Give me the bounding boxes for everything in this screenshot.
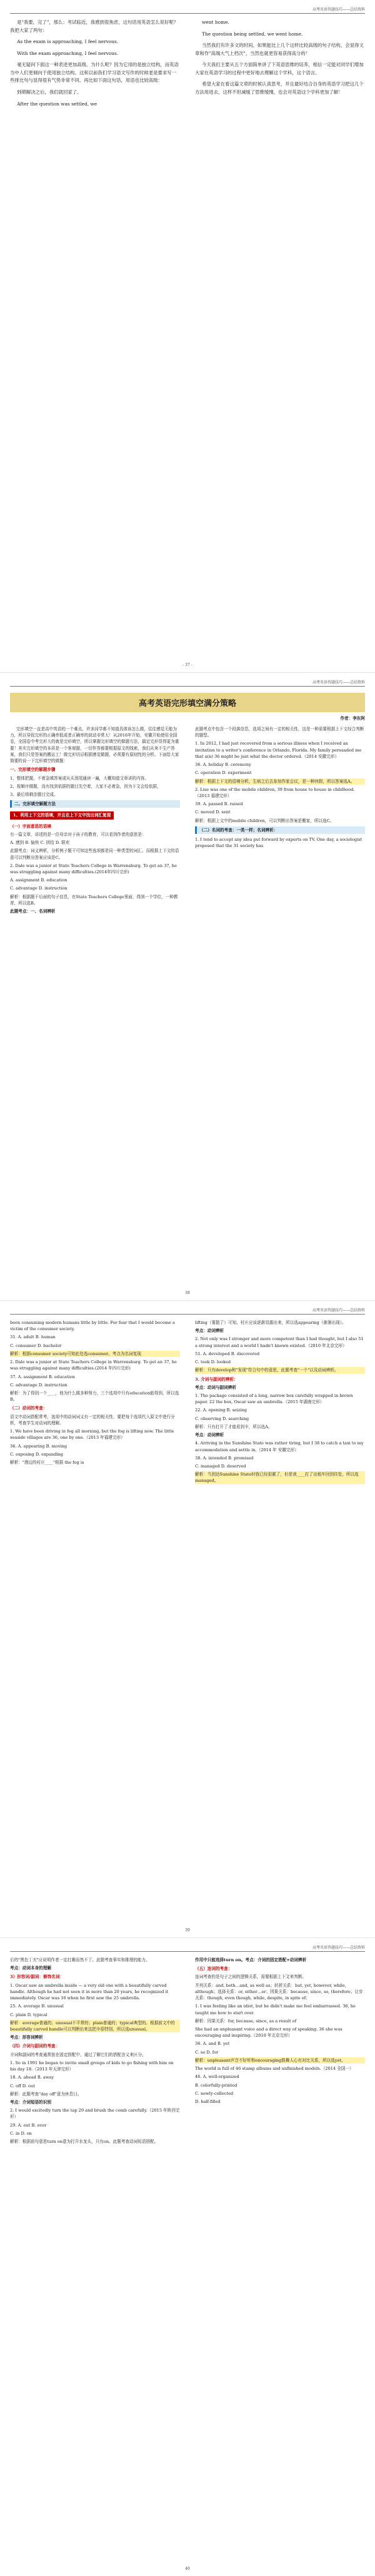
- paragraph: went home.: [202, 19, 229, 25]
- example-options: C. advantage D. instruction: [10, 886, 68, 891]
- options: C. in D. on: [10, 2130, 32, 2136]
- analysis: 解析：只有develop和"发现"符合句中的意思，此题考查"一个"以及动词辨析。: [195, 1367, 365, 1373]
- options: 36. A. holiday B. ceremony: [195, 762, 251, 768]
- page-number: 38: [185, 1291, 190, 1295]
- options: C. took D. looked: [195, 1359, 231, 1365]
- paragraph: The world is full of 46 stamp albums and unfinished models.（2014 全国一）: [195, 2066, 354, 2072]
- options: B. colorfully-printed: [195, 2082, 238, 2088]
- paragraph: been consuming modern humans little by little. For fear that I would become a victim of the consumer society.: [10, 1320, 175, 1332]
- sub-heading: （二）动词的考查：: [10, 1406, 48, 1411]
- method-tag: 1、利用上下文的语境，并且在上下文中找出词汇复现: [10, 811, 114, 819]
- left-column: [10, 1957, 180, 2147]
- page-1: [0, 0, 375, 673]
- analysis: 解析："渔边的村庄____"根据 the fog is: [10, 1459, 84, 1465]
- analysis: 解析：当到达Sunshine State时我已经很累了，但是我____打了出租车回到住处，所以选managed。: [195, 1471, 365, 1484]
- section-bar: （二）名词的考查：一类一样；名词辨析：: [195, 826, 365, 834]
- page-number: 39: [185, 1928, 190, 1932]
- analysis: 解析：因果关系：for, because, since, as a result of: [195, 2018, 297, 2024]
- right-column: [195, 19, 365, 112]
- paragraph: 连词考查的是句子之间的逻辑关系，需要根据上下文来判断。: [195, 1974, 307, 1980]
- options: 29. A. out B. over: [10, 2122, 47, 2128]
- options: C. so D. for: [195, 2049, 219, 2055]
- author-line: 作者：李东阿: [340, 716, 365, 721]
- sub-heading: （一）字面意思的语境: [10, 823, 51, 829]
- sub-heading: （四）介词与副词的考查：: [10, 2044, 60, 2049]
- analysis: 解析：根据前句意思turn on意为打开水龙头，只有on。此题考查动词短语搭配。: [10, 2139, 159, 2145]
- example-point: 此题考点：一、名词辨析: [10, 909, 56, 914]
- options: 31. A. adult B. human: [10, 1335, 56, 1340]
- paragraph: 1. In 2012, I had just recovered from a serious illness when I received an invitation to a writer's conference in Orlando, Florida. My family persuaded me that a(n) 36 might be just what the doctor ordered.（2014 安徽完形）: [195, 741, 362, 759]
- paragraph: 2. Dale was a junior at State Teachers College in Warrensburg. To get an 37, he was struggling against many difficulties.(2014 年四川完形): [10, 1359, 177, 1371]
- page-number: 40: [185, 2567, 190, 2571]
- step-item: 1、整体把握，不着急填答案或从头到尾通读一遍，大概知道文章讲的内容。: [10, 775, 149, 781]
- paragraph: 并列关系：and, both…and, as well as；转折关系：but, yet, however, while, although；选择关系：or, either…or；因果关系：because, since, so, therefore；让步关系：though, even though, while, despite, in spite of；: [195, 1982, 363, 2001]
- paragraph: 希望大家在看这篇文章的时候认真思考，并且最好结合自身的英语学习把这几个方法用进去，这样不但减缓了思维缓慢，也会对英语这个学科更加了解！: [195, 81, 364, 95]
- options: C. moved D. sent: [195, 810, 231, 815]
- paragraph: 2. I would excitedly turn the tap 29 and brush the comb carefully.（2015 年陕西完形）: [10, 2108, 180, 2120]
- paragraph: 语文中动词搭配常考，选项中的动词词义有一定的相关性，要把每个选项代入原文中进行分析，考查学生对动词的理解。: [10, 1414, 175, 1426]
- paragraph: 2. Lise was one of the mobile children, 39 from house to house in childhood.（2013 福建完形）: [195, 786, 355, 798]
- paragraph: 当然我们有许多文的时间。如果能比上几个这样比较高级的句子结构，会显得文章和作"高端大气上档次"，当然也就更容易获得高分的！: [195, 42, 364, 56]
- options: 18. A. ahead B. away: [10, 2075, 54, 2080]
- options: C. consumer D. bachelor: [10, 1343, 62, 1348]
- paragraph: 2. Not only was I stronger and more competent than I had thought, but I also 51 a strong interest and a world I hadn't known existed.（2010 年北京完形）: [195, 1336, 364, 1348]
- options: 36. A. and B. yet: [195, 2041, 230, 2047]
- paragraph: 到期解决之后，我们就回家了。: [17, 89, 82, 95]
- example-options: A. 感到 B. 愉快 C. 团结 D. 联欢: [10, 840, 70, 846]
- paragraph: As the exam is approaching, I feel nervous.: [17, 39, 119, 45]
- right-column: [195, 1957, 365, 2147]
- analysis: 解析：average普通的；unusual不平常的；plain普通的；typical典型的。根据前文中的 beautifully carved handle可以判断出来这把伞很特别，所以选unusual。: [10, 2020, 180, 2032]
- page-4: [0, 1938, 375, 2576]
- sub-heading: 3）形容词/副词：修饰名词：: [10, 1974, 64, 1980]
- options: C. plain D. typical: [10, 2012, 48, 2017]
- example-options: A. assignment B. education: [10, 878, 68, 883]
- point: 考点：动词本身的理解: [10, 1966, 51, 1971]
- paragraph: 1. I tend to accept any idea put forward by experts on TV. One day, a sociologist proposed that the 31 society has: [195, 837, 362, 849]
- options: C. off D. out: [10, 2083, 35, 2089]
- page-3: [0, 1301, 375, 1938]
- options: C. operation D. experiment: [195, 770, 252, 776]
- left-column: [10, 1320, 180, 1486]
- example-text: 有一篇文章，讲述的是一位母亲对于孩子的教育，可以看到作者的意思是：: [10, 831, 146, 837]
- page-header: 高考英语答题技巧——总结资料: [10, 6, 365, 14]
- step-item: 3、最后将剩余题目完成。: [10, 791, 58, 797]
- left-column: [10, 726, 180, 916]
- step-item: 2、按顺序做题，没有找到依据的题目先空着，大家不必着急，因为下文会给依据，: [10, 783, 161, 789]
- point: 考点：介词短语的识别: [10, 2099, 51, 2105]
- options: 25. A. average B. unusual: [10, 2004, 64, 2009]
- paragraph: The question being settled, we went home.: [202, 31, 303, 37]
- analysis: 解析：根据上下文的语境分析，生病之后去参加作家会议，是一种休假，所以答案选A。: [195, 778, 365, 785]
- paragraph: After the question was settled, we: [17, 100, 98, 107]
- paragraph: 后的"黑色丁夫"应说明作者一定打趣而然不了。此题考查事实和推理的能力。: [10, 1957, 150, 1962]
- page-2: [0, 673, 375, 1301]
- options: C. managed D. deserved: [195, 1463, 246, 1469]
- paragraph: 此题考点中包含一个段落信息，选项之间有一定的相关性，这是一种需要根据上下文综合判断的题型。: [195, 727, 364, 738]
- page-header: 高考英语答题技巧——总结资料: [10, 679, 365, 687]
- paragraph: 1. So in 1991 he began to invite small groups of kids to go fishing with him on his day 18.（2013 年天津完形）: [10, 2060, 174, 2072]
- paragraph: 4. Arriving in the Sunshine State was rather tiring, but I 38 to catch a taxi to my accommodation and settle in.（2014 年 安徽完形）: [195, 1441, 364, 1452]
- options: C. newly-collected: [195, 2090, 234, 2096]
- options: 37. A. assignment B. education: [10, 1374, 75, 1379]
- options: 38. A. intended B. promised: [195, 1455, 254, 1461]
- section-heading: 一、完形填空的解题步骤: [10, 767, 56, 773]
- paragraph: 是"我要，完了"，那么：考试临近，我感到很焦虑，这句话用英语怎么说好呢？我把大家了两句：: [10, 19, 179, 33]
- analysis: 解析：只有打开了才能看到伞，所以选A。: [195, 1424, 272, 1429]
- article-title: 高考英语完形填空满分策略: [10, 693, 365, 712]
- point: 考点：动词辨析: [195, 1432, 224, 1438]
- point: 考点：动词辨析: [195, 1328, 224, 1334]
- page-header: 高考英语答题技巧——总结资料: [10, 1944, 365, 1952]
- options: C. observing D. searching: [195, 1416, 249, 1421]
- options: C. advantage D. instruction: [10, 1382, 68, 1388]
- paragraph: With the exam approaching, I feel nervous.: [17, 50, 119, 56]
- options: 39. A. passed B. raised: [195, 801, 243, 807]
- section-bar: 二、完形填空解题方法: [10, 800, 180, 808]
- page-header: 高考英语答题技巧——总结资料: [10, 1307, 365, 1315]
- point: 作用中只能选择turn on。考点：介词的固定搭配+动词辨析: [195, 1957, 307, 1962]
- paragraph: She had an unpleasant voice and a direct way of speaking. 36 she was encouraging and inspiring.（2010 年北京完形）: [195, 2026, 342, 2039]
- options: 36. A. appearing B. moving: [10, 1443, 68, 1449]
- options: 51. A. developed B. discovered: [195, 1351, 260, 1356]
- right-column: [195, 726, 365, 916]
- paragraph: 今天我们主要从五个方面简单讲了下英语思维的培养，相信一定能对同学们增加大家在英语学习的过程中更好地去理解这个学科，这个语言。: [195, 62, 364, 76]
- analysis: 解析：此题考查"day off"意为休息日。: [10, 2091, 82, 2097]
- options: 22. A. opening B. seizing: [195, 1408, 248, 1413]
- intro-paragraph: 完形填空一直是高中英语的一个难点，许多同学都不知道具体该怎么做，往往感觉无能为力，所以导致完形的正确率低或者正确率的波动非常大！从2016年开始，安徽开始使用全国卷，全国卷中考完形大的就是完形填空，所以掌握完形填空的做题方法，搞定完形显得更为重要！其实完形填空的本质是一个客观题，一切作答都要根据原文的线索，我们从来不生产答案，我们只是答案的搬运工！做完形切忌根据感觉做题，必须要有原则性的分析。下面给大家简要的说一下完形填空的做题：: [10, 727, 179, 764]
- paragraph: 介词和副词的考查通常放在固定搭配中，通过了解它们的搭配含义来区分。: [10, 2052, 146, 2057]
- page-number: - 37 -: [182, 663, 192, 667]
- right-column: [195, 1320, 365, 1486]
- point: 考点：形容词辨析: [10, 2035, 43, 2040]
- analysis: 解析：根据上文中的mobile children，可以判断出答案是搬家，所以选C。: [195, 818, 334, 823]
- paragraph: lifting（雾散了）可知，村庄应该逐渐显露出来，所以选appearing（渐渐出现）。: [195, 1320, 346, 1325]
- sub-heading: 3. 介词与副词的辨析：: [195, 1376, 238, 1382]
- options: 46. A. well-organized: [195, 2074, 239, 2080]
- options: C. exposing D. expanding: [10, 1451, 63, 1457]
- example-text: 解析：根据题干后面的句子信息，在State Teachers College里面，得到一个学位，一种教育，所以选B。: [10, 894, 178, 906]
- left-column: [10, 19, 180, 112]
- analysis: 解析：为了得到一个____，他为什么做多种努力，三个选项中只有education能得到，所以选B。: [10, 1390, 179, 1403]
- analysis: 解析：unpleasant声音不好听和encouraging鼓舞人心有对比关系，所以选yet。: [195, 2057, 365, 2064]
- example-text: 此题考点：词义辨析，分析例子题干可知这些选项都是同一种类型的词汇。而根据上下文的语意可以判断出答案应该是C。: [10, 848, 179, 860]
- paragraph: 1. I was feeling like an idiot, but he didn't make me feel embarrassed. 36, he taught me how to start over.: [195, 2004, 356, 2015]
- paragraph: 1. We have been driving in fog all morning, but the fog is lifting now. The little seaside villages are 36, one by one.（2013 年福建完形）: [10, 1429, 174, 1441]
- example-text: 2. Dale was a junior at State Teachers College in Warrensburg. To get an 37, he was struggling against many difficulties.(2014年四川完形): [10, 863, 177, 874]
- options: D. half-filled: [195, 2099, 221, 2104]
- paragraph: 毫无疑问下面这一种表述更加高级。为什么呢？因为它用的是独立结构，而英语当中人们更倾向于使用独立结构。这和以前我们学习语文写作的时候老是要求写一些排比句与显得很有气势非常不同。再比如下面这句话，用语也比较高级：: [10, 62, 179, 84]
- paragraph: 1. Oscar saw an umbrella inside — a very old one with a beautifully carved handle. Although he had not seen it in more than 20 years, he recognized it immediately. Oscar was 16 when he first saw the 25 umbrella.: [10, 1982, 169, 2001]
- sub-heading: （五）连词的考查：: [195, 1966, 232, 1972]
- point: 考点：动词与副词辨析: [195, 1384, 236, 1390]
- analysis: 解析：根据consumer society可知此处选consumer。考点为名词复现: [10, 1351, 180, 1357]
- paragraph: 1. The package consisted of a long, narrow box carefully wrapped in brown paper. 22 the box, Oscar saw an umbrella.（2015 年湖南完形）: [195, 1393, 353, 1405]
